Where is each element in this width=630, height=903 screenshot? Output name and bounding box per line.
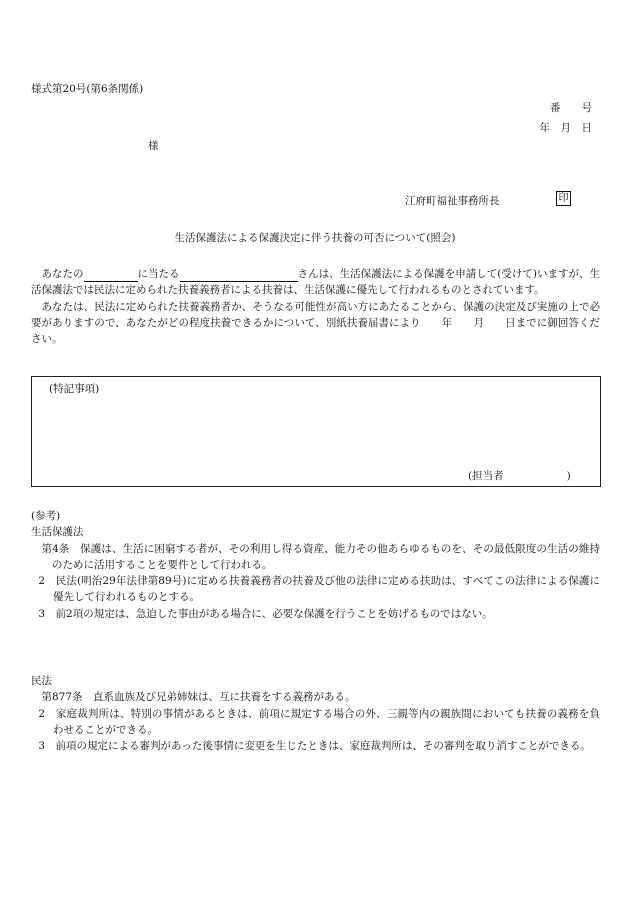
paragraph-2: あなたは、民法に定められた扶養義務者か、そうなる可能性が高い方にあたることから、保護の決定及び実施の上で必要がありますので、あなたがどの程度扶養できるかについて、別紙扶養届書により 年 月 日までに御回答ください。 xyxy=(31,300,600,346)
addressee-label: 様 xyxy=(148,140,159,152)
person-name-blank[interactable] xyxy=(180,269,298,282)
document-heading: 生活保護法による保護決定に伴う扶養の可否について(照会) xyxy=(174,232,456,244)
person-in-charge-label: (担当者 ) xyxy=(468,470,571,482)
law1-article: 第4条 保護は、生活に困窮する者が、その利用し得る資産、能力その他あらゆるものを、その最低限度の生活の維持のために活用することを要件として行われる。 xyxy=(41,542,600,571)
form-number: 様式第20号(第6条関係) xyxy=(31,83,144,95)
relationship-blank[interactable] xyxy=(84,269,138,282)
civil-code-section xyxy=(31,673,600,754)
document-number-label: 番 号 xyxy=(550,102,592,114)
special-notes-label: (特記事項) xyxy=(49,383,100,395)
date-label: 年 月 日 xyxy=(539,122,592,134)
law2-item-2: 2 家庭裁判所は、特別の事情があるときは、前項に規定する場合の外、三親等内の親族間においても扶養の義務を負わせることができる。 xyxy=(38,707,600,736)
law1-title: 生活保護法 xyxy=(31,526,84,539)
law2-item-3: 3 前項の規定による審判があった後事情に変更を生じたときは、家庭裁判所は、その審判を取り消すことができる。 xyxy=(38,740,591,753)
p1-text-c: さんは、生活保護法による保護を申請して(受けて)いますが、生活保護法では民法に定められた扶養義務者による扶養は、生活保護に優先して行われるものとされています。 xyxy=(31,268,600,297)
p1-text-b: に当たる xyxy=(137,268,180,280)
sender-name: 江府町福祉事務所長 xyxy=(405,195,500,207)
law1-item-2: 2 民法(明治29年法律第89号)に定める扶養義務者の扶養及び他の法律に定める扶助は、すべてこの法律による保護に優先して行われるものとする。 xyxy=(38,575,600,604)
special-notes-box[interactable] xyxy=(31,376,601,487)
p1-text-a: あなたの xyxy=(41,268,84,280)
reference-section xyxy=(31,508,600,622)
law1-item-3: 3 前2項の規定は、急迫した事由がある場合に、必要な保護を行うことを妨げるものではない。 xyxy=(38,607,493,620)
paragraph-1 xyxy=(31,266,600,299)
law2-article: 第877条 直系血族及び兄弟姉妹は、互に扶養をする義務がある。 xyxy=(41,691,356,704)
reference-label: (参考) xyxy=(31,510,61,522)
seal-mark: 印 xyxy=(556,191,571,206)
law2-title: 民法 xyxy=(31,675,52,687)
body-text xyxy=(31,266,600,347)
